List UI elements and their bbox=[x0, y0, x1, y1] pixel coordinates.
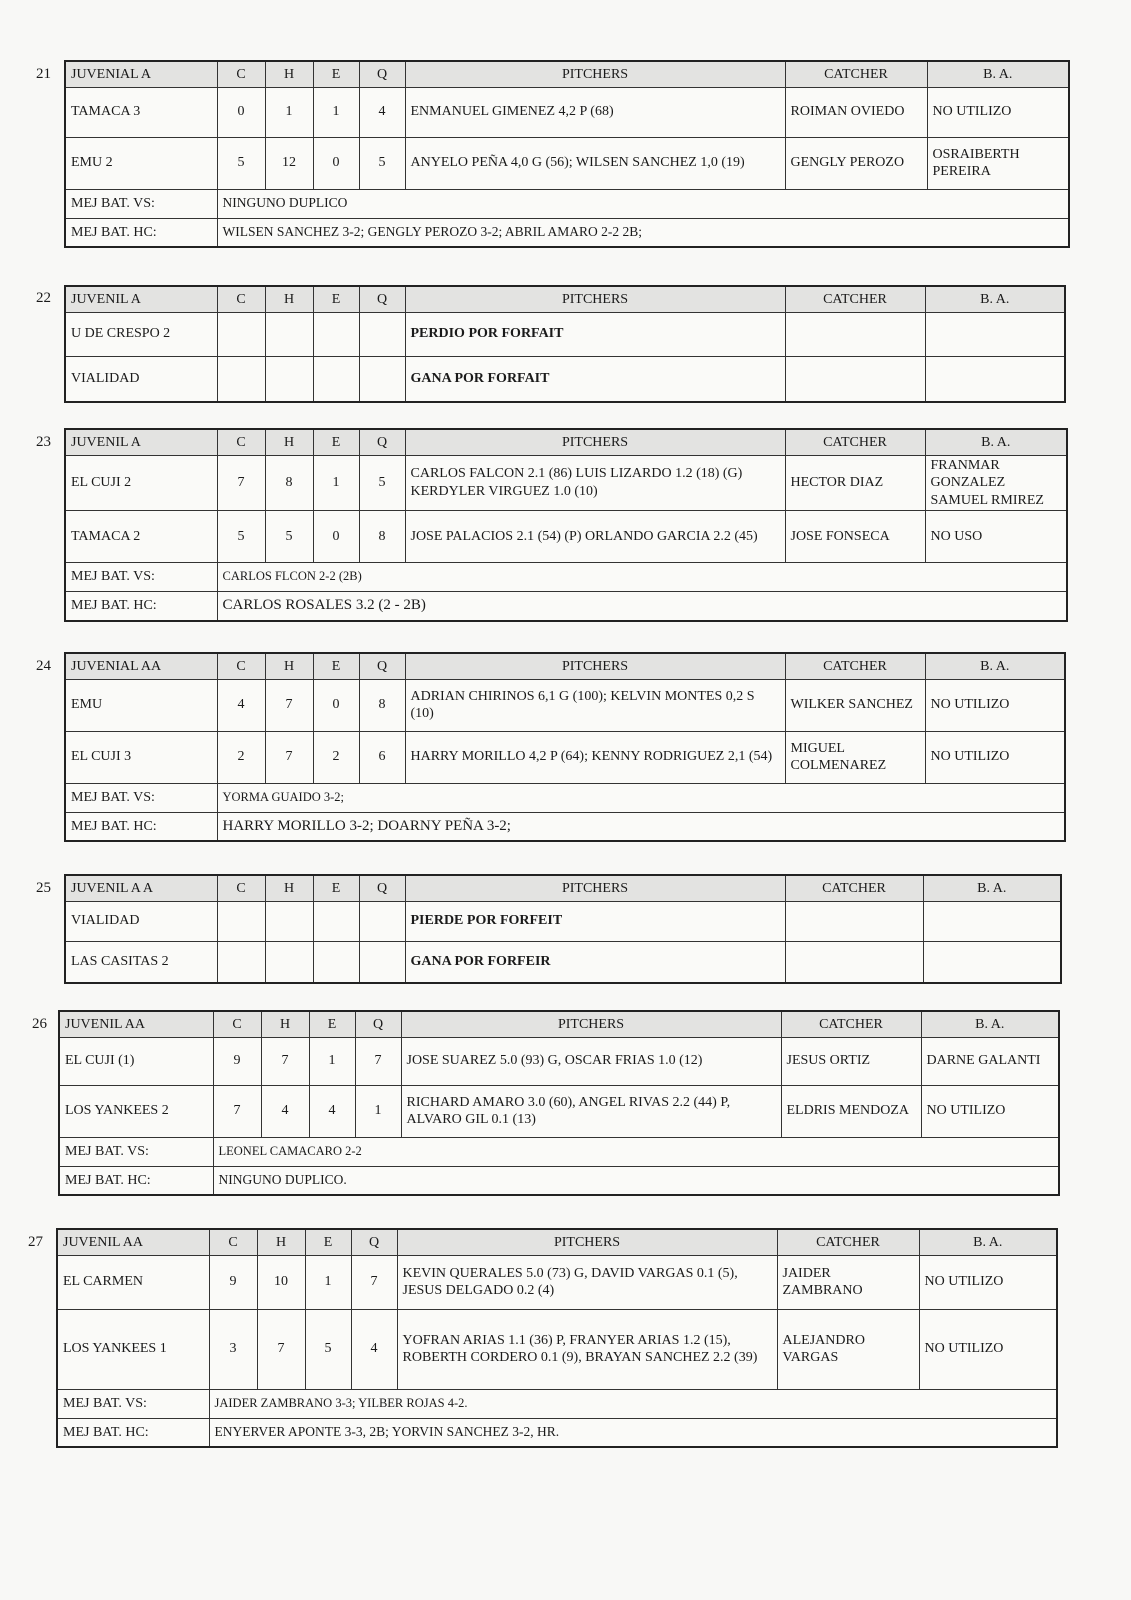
header-pitchers: PITCHERS bbox=[397, 1229, 777, 1255]
errors bbox=[313, 356, 359, 402]
q-value: 8 bbox=[359, 511, 405, 563]
ba-value: NO UTILIZO bbox=[921, 1085, 1059, 1137]
catcher: JOSE FONSECA bbox=[785, 511, 925, 563]
header-e: E bbox=[309, 1011, 355, 1037]
team-name: U DE CRESPO 2 bbox=[65, 312, 217, 356]
mej-hc-value: CARLOS ROSALES 3.2 (2 - 2B) bbox=[217, 592, 1067, 621]
header-h: H bbox=[261, 1011, 309, 1037]
errors: 0 bbox=[313, 137, 359, 189]
q-value bbox=[359, 356, 405, 402]
forfeit-note: PERDIO POR FORFAIT bbox=[405, 312, 785, 356]
mej-vs-label: MEJ BAT. VS: bbox=[65, 783, 217, 812]
hits: 12 bbox=[265, 137, 313, 189]
team-name: EL CUJI 2 bbox=[65, 455, 217, 511]
header-h: H bbox=[257, 1229, 305, 1255]
header-c: C bbox=[209, 1229, 257, 1255]
runs: 9 bbox=[213, 1037, 261, 1085]
runs bbox=[217, 941, 265, 983]
header-q: Q bbox=[359, 429, 405, 455]
catcher: JESUS ORTIZ bbox=[781, 1037, 921, 1085]
hits: 10 bbox=[257, 1255, 305, 1309]
pitchers: HARRY MORILLO 4,2 P (64); KENNY RODRIGUEZ 2,1 (54) bbox=[405, 731, 785, 783]
header-e: E bbox=[313, 61, 359, 87]
mej-hc-label: MEJ BAT. HC: bbox=[57, 1418, 209, 1447]
game-number: 22 bbox=[36, 290, 51, 306]
q-value: 4 bbox=[359, 87, 405, 137]
team-name: TAMACA 3 bbox=[65, 87, 217, 137]
runs: 2 bbox=[217, 731, 265, 783]
mej-hc-value: NINGUNO DUPLICO. bbox=[213, 1166, 1059, 1195]
header-ba: B. A. bbox=[923, 875, 1061, 901]
ba-value: NO UTILIZO bbox=[919, 1309, 1057, 1389]
pitchers: KEVIN QUERALES 5.0 (73) G, DAVID VARGAS 0.1 (5), JESUS DELGADO 0.2 (4) bbox=[397, 1255, 777, 1309]
category-label: JUVENIL AA bbox=[59, 1011, 213, 1037]
header-q: Q bbox=[355, 1011, 401, 1037]
game-table-25 bbox=[64, 874, 1062, 984]
hits: 5 bbox=[265, 511, 313, 563]
header-ba: B. A. bbox=[925, 429, 1067, 455]
game-table-21 bbox=[64, 60, 1070, 248]
hits bbox=[265, 941, 313, 983]
mej-hc-label: MEJ BAT. HC: bbox=[65, 812, 217, 841]
hits: 8 bbox=[265, 455, 313, 511]
category-label: JUVENIL AA bbox=[57, 1229, 209, 1255]
team-name: TAMACA 2 bbox=[65, 511, 217, 563]
ba-value: NO UTILIZO bbox=[925, 679, 1065, 731]
header-pitchers: PITCHERS bbox=[405, 61, 785, 87]
header-ba: B. A. bbox=[927, 61, 1069, 87]
q-value: 5 bbox=[359, 455, 405, 511]
forfeit-note: PIERDE POR FORFEIT bbox=[405, 901, 785, 941]
ba-value: NO UTILIZO bbox=[927, 87, 1069, 137]
hits: 7 bbox=[261, 1037, 309, 1085]
team-name: LOS YANKEES 1 bbox=[57, 1309, 209, 1389]
game-number: 23 bbox=[36, 434, 51, 450]
q-value bbox=[359, 901, 405, 941]
pitchers: JOSE SUAREZ 5.0 (93) G, OSCAR FRIAS 1.0 (12) bbox=[401, 1037, 781, 1085]
runs: 5 bbox=[217, 511, 265, 563]
team-name: EMU bbox=[65, 679, 217, 731]
errors bbox=[313, 312, 359, 356]
header-catcher: CATCHER bbox=[777, 1229, 919, 1255]
mej-vs-value: YORMA GUAIDO 3-2; bbox=[217, 783, 1065, 812]
catcher: HECTOR DIAZ bbox=[785, 455, 925, 511]
runs bbox=[217, 312, 265, 356]
mej-vs-value: NINGUNO DUPLICO bbox=[217, 189, 1069, 218]
header-h: H bbox=[265, 429, 313, 455]
mej-vs-value: JAIDER ZAMBRANO 3-3; YILBER ROJAS 4-2. bbox=[209, 1389, 1057, 1418]
errors: 5 bbox=[305, 1309, 351, 1389]
catcher: MIGUEL COLMENAREZ bbox=[785, 731, 925, 783]
catcher: ELDRIS MENDOZA bbox=[781, 1085, 921, 1137]
category-label: JUVENIAL A bbox=[65, 61, 217, 87]
header-c: C bbox=[213, 1011, 261, 1037]
hits bbox=[265, 312, 313, 356]
header-q: Q bbox=[359, 286, 405, 312]
errors: 4 bbox=[309, 1085, 355, 1137]
ba-value: NO UTILIZO bbox=[925, 731, 1065, 783]
header-q: Q bbox=[359, 61, 405, 87]
header-ba: B. A. bbox=[925, 286, 1065, 312]
header-e: E bbox=[313, 653, 359, 679]
game-number: 27 bbox=[28, 1234, 43, 1250]
q-value: 7 bbox=[351, 1255, 397, 1309]
q-value: 8 bbox=[359, 679, 405, 731]
header-h: H bbox=[265, 286, 313, 312]
header-c: C bbox=[217, 653, 265, 679]
ba-value: FRANMAR GONZALEZ SAMUEL RMIREZ bbox=[925, 455, 1067, 511]
q-value bbox=[359, 312, 405, 356]
team-name: EL CUJI (1) bbox=[59, 1037, 213, 1085]
header-catcher: CATCHER bbox=[785, 875, 923, 901]
runs: 9 bbox=[209, 1255, 257, 1309]
mej-vs-label: MEJ BAT. VS: bbox=[65, 563, 217, 592]
runs: 7 bbox=[217, 455, 265, 511]
mej-hc-label: MEJ BAT. HC: bbox=[65, 592, 217, 621]
ba-value bbox=[923, 901, 1061, 941]
ba-value: NO USO bbox=[925, 511, 1067, 563]
game-table-27 bbox=[56, 1228, 1058, 1448]
header-c: C bbox=[217, 286, 265, 312]
errors: 0 bbox=[313, 679, 359, 731]
hits: 7 bbox=[265, 731, 313, 783]
q-value: 1 bbox=[355, 1085, 401, 1137]
team-name: LOS YANKEES 2 bbox=[59, 1085, 213, 1137]
q-value: 5 bbox=[359, 137, 405, 189]
team-name: EL CARMEN bbox=[57, 1255, 209, 1309]
header-catcher: CATCHER bbox=[785, 429, 925, 455]
header-e: E bbox=[313, 286, 359, 312]
header-pitchers: PITCHERS bbox=[405, 286, 785, 312]
errors bbox=[313, 941, 359, 983]
header-catcher: CATCHER bbox=[785, 61, 927, 87]
catcher: ALEJANDRO VARGAS bbox=[777, 1309, 919, 1389]
ba-value bbox=[925, 312, 1065, 356]
team-name: VIALIDAD bbox=[65, 356, 217, 402]
header-e: E bbox=[313, 875, 359, 901]
ba-value: DARNE GALANTI bbox=[921, 1037, 1059, 1085]
errors: 1 bbox=[313, 455, 359, 511]
ba-value bbox=[925, 356, 1065, 402]
game-number: 21 bbox=[36, 66, 51, 82]
forfeit-note: GANA POR FORFEIR bbox=[405, 941, 785, 983]
pitchers: RICHARD AMARO 3.0 (60), ANGEL RIVAS 2.2 (44) P, ALVARO GIL 0.1 (13) bbox=[401, 1085, 781, 1137]
header-q: Q bbox=[351, 1229, 397, 1255]
runs: 7 bbox=[213, 1085, 261, 1137]
hits: 7 bbox=[265, 679, 313, 731]
header-c: C bbox=[217, 429, 265, 455]
team-row bbox=[65, 87, 1069, 137]
category-label: JUVENIL A bbox=[65, 429, 217, 455]
hits bbox=[265, 901, 313, 941]
catcher: ROIMAN OVIEDO bbox=[785, 87, 927, 137]
runs: 5 bbox=[217, 137, 265, 189]
header-q: Q bbox=[359, 653, 405, 679]
runs: 4 bbox=[217, 679, 265, 731]
q-value: 4 bbox=[351, 1309, 397, 1389]
header-h: H bbox=[265, 61, 313, 87]
runs bbox=[217, 901, 265, 941]
mej-hc-value: ENYERVER APONTE 3-3, 2B; YORVIN SANCHEZ 3-2, HR. bbox=[209, 1418, 1057, 1447]
team-name: LAS CASITAS 2 bbox=[65, 941, 217, 983]
header-pitchers: PITCHERS bbox=[405, 875, 785, 901]
header-h: H bbox=[265, 875, 313, 901]
hits bbox=[265, 356, 313, 402]
game-table-22 bbox=[64, 285, 1066, 403]
header-ba: B. A. bbox=[925, 653, 1065, 679]
hits: 4 bbox=[261, 1085, 309, 1137]
pitchers: CARLOS FALCON 2.1 (86) LUIS LIZARDO 1.2 (18) (G) KERDYLER VIRGUEZ 1.0 (10) bbox=[405, 455, 785, 511]
header-catcher: CATCHER bbox=[785, 653, 925, 679]
header-c: C bbox=[217, 875, 265, 901]
pitchers: ENMANUEL GIMENEZ 4,2 P (68) bbox=[405, 87, 785, 137]
pitchers: ADRIAN CHIRINOS 6,1 G (100); KELVIN MONTES 0,2 S (10) bbox=[405, 679, 785, 731]
header-e: E bbox=[305, 1229, 351, 1255]
game-table-23 bbox=[64, 428, 1068, 622]
header-e: E bbox=[313, 429, 359, 455]
game-number: 24 bbox=[36, 658, 51, 674]
catcher bbox=[785, 312, 925, 356]
game-table-26 bbox=[58, 1010, 1060, 1196]
catcher bbox=[785, 356, 925, 402]
category-label: JUVENIL A bbox=[65, 286, 217, 312]
mej-hc-value: WILSEN SANCHEZ 3-2; GENGLY PEROZO 3-2; ABRIL AMARO 2-2 2B; bbox=[217, 218, 1069, 247]
header-ba: B. A. bbox=[921, 1011, 1059, 1037]
mej-vs-value: LEONEL CAMACARO 2-2 bbox=[213, 1137, 1059, 1166]
category-label: JUVENIAL AA bbox=[65, 653, 217, 679]
header-catcher: CATCHER bbox=[781, 1011, 921, 1037]
ba-value bbox=[923, 941, 1061, 983]
errors: 1 bbox=[313, 87, 359, 137]
header-pitchers: PITCHERS bbox=[401, 1011, 781, 1037]
header-catcher: CATCHER bbox=[785, 286, 925, 312]
category-label: JUVENIL A A bbox=[65, 875, 217, 901]
q-value: 7 bbox=[355, 1037, 401, 1085]
team-name: VIALIDAD bbox=[65, 901, 217, 941]
pitchers: JOSE PALACIOS 2.1 (54) (P) ORLANDO GARCIA 2.2 (45) bbox=[405, 511, 785, 563]
header-ba: B. A. bbox=[919, 1229, 1057, 1255]
catcher: GENGLY PEROZO bbox=[785, 137, 927, 189]
errors: 1 bbox=[305, 1255, 351, 1309]
header-pitchers: PITCHERS bbox=[405, 653, 785, 679]
runs: 3 bbox=[209, 1309, 257, 1389]
header-h: H bbox=[265, 653, 313, 679]
catcher: WILKER SANCHEZ bbox=[785, 679, 925, 731]
hits: 7 bbox=[257, 1309, 305, 1389]
pitchers: ANYELO PEÑA 4,0 G (56); WILSEN SANCHEZ 1,0 (19) bbox=[405, 137, 785, 189]
hits: 1 bbox=[265, 87, 313, 137]
errors: 1 bbox=[309, 1037, 355, 1085]
catcher bbox=[785, 941, 923, 983]
mej-hc-label: MEJ BAT. HC: bbox=[59, 1166, 213, 1195]
mej-vs-label: MEJ BAT. VS: bbox=[59, 1137, 213, 1166]
runs: 0 bbox=[217, 87, 265, 137]
game-table-24 bbox=[64, 652, 1066, 842]
pitchers: YOFRAN ARIAS 1.1 (36) P, FRANYER ARIAS 1.2 (15), ROBERTH CORDERO 0.1 (9), BRAYAN SANCHEZ 2.2 (39) bbox=[397, 1309, 777, 1389]
header-pitchers: PITCHERS bbox=[405, 429, 785, 455]
q-value bbox=[359, 941, 405, 983]
ba-value: NO UTILIZO bbox=[919, 1255, 1057, 1309]
catcher bbox=[785, 901, 923, 941]
forfeit-note: GANA POR FORFAIT bbox=[405, 356, 785, 402]
game-number: 26 bbox=[32, 1016, 47, 1032]
mej-vs-label: MEJ BAT. VS: bbox=[65, 189, 217, 218]
header-c: C bbox=[217, 61, 265, 87]
mej-vs-value: CARLOS FLCON 2-2 (2B) bbox=[217, 563, 1067, 592]
catcher: JAIDER ZAMBRANO bbox=[777, 1255, 919, 1309]
team-name: EMU 2 bbox=[65, 137, 217, 189]
team-row bbox=[65, 137, 1069, 189]
game-number: 25 bbox=[36, 880, 51, 896]
mej-hc-value: HARRY MORILLO 3-2; DOARNY PEÑA 3-2; bbox=[217, 812, 1065, 841]
runs bbox=[217, 356, 265, 402]
mej-vs-label: MEJ BAT. VS: bbox=[57, 1389, 209, 1418]
mej-hc-label: MEJ BAT. HC: bbox=[65, 218, 217, 247]
q-value: 6 bbox=[359, 731, 405, 783]
errors: 2 bbox=[313, 731, 359, 783]
errors bbox=[313, 901, 359, 941]
errors: 0 bbox=[313, 511, 359, 563]
ba-value: OSRAIBERTH PEREIRA bbox=[927, 137, 1069, 189]
header-q: Q bbox=[359, 875, 405, 901]
team-name: EL CUJI 3 bbox=[65, 731, 217, 783]
